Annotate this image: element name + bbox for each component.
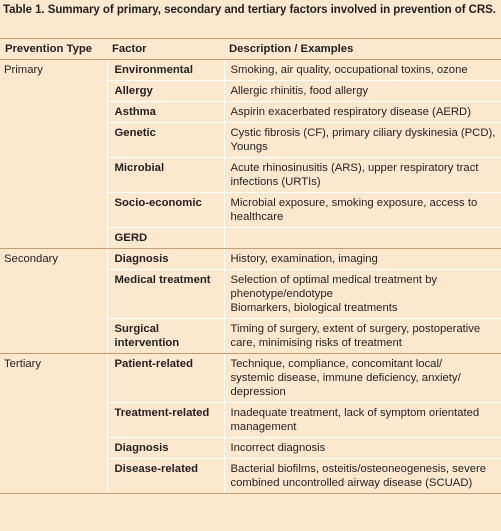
description-line: Bacterial biofilms, osteitis/osteoneogenesis, severe: [230, 463, 487, 475]
description-line: Youngs: [230, 141, 268, 153]
factor-cell: Patient-related: [107, 354, 224, 403]
description-line: combined uncontrolled airway disease (SCUAD): [230, 477, 473, 489]
description-line: phenotype/endotype: [230, 288, 333, 300]
table-caption: Table 1. Summary of primary, secondary and tertiary factors involved in prevention of CRS.: [3, 4, 496, 16]
table-row: [0, 354, 501, 403]
factor-cell: Diagnosis: [107, 249, 224, 270]
description-line: Selection of optimal medical treatment by: [230, 274, 438, 286]
factor-cell: Medical treatment: [107, 270, 224, 319]
table-header-row: [0, 39, 501, 60]
description-line: Technique, compliance, concomitant local/: [230, 358, 443, 370]
table-body: [0, 60, 501, 494]
description-line: Timing of surgery, extent of surgery, postoperative: [230, 323, 481, 335]
description-line: care, minimising risks of treatment: [230, 337, 402, 349]
factor-cell: GERD: [107, 228, 224, 249]
table-row: [0, 60, 501, 81]
description-cell: [224, 228, 501, 249]
description-line: Microbial exposure, smoking exposure, access to: [230, 197, 478, 209]
description-cell: [224, 60, 501, 81]
factor-cell: Microbial: [107, 158, 224, 193]
table-row: [0, 249, 501, 270]
description-line: systemic disease, immune deficiency, anxiety/: [230, 372, 461, 384]
factor-cell: Disease-related: [107, 459, 224, 494]
description-line: Acute rhinosinusitis (ARS), upper respiratory tract: [230, 162, 479, 174]
description-cell: [224, 102, 501, 123]
prevention-type-cell: Primary: [0, 60, 107, 249]
factor-cell: Treatment-related: [107, 403, 224, 438]
prevention-factors-table: [0, 38, 501, 494]
description-cell: [224, 354, 501, 403]
description-line: Inadequate treatment, lack of symptom orientated: [230, 407, 480, 419]
description-cell: [224, 319, 501, 354]
factor-line: intervention: [114, 337, 180, 349]
factor-cell: Allergy: [107, 81, 224, 102]
factor-line: Surgical: [114, 323, 160, 335]
header-description: Description / Examples: [224, 39, 501, 60]
header-prevention-type: Prevention Type: [0, 39, 107, 60]
description-cell: [224, 270, 501, 319]
description-line: Allergic rhinitis, food allergy: [230, 85, 369, 97]
description-line: Incorrect diagnosis: [230, 442, 326, 454]
factor-cell: Socio-economic: [107, 193, 224, 228]
description-cell: [224, 459, 501, 494]
description-cell: [224, 438, 501, 459]
description-cell: [224, 403, 501, 438]
description-cell: [224, 249, 501, 270]
description-line: healthcare: [230, 211, 284, 223]
factor-cell: [107, 319, 224, 354]
description-cell: [224, 81, 501, 102]
description-line: Smoking, air quality, occupational toxins, ozone: [230, 64, 468, 76]
description-line: History, examination, imaging: [230, 253, 378, 265]
description-line: Cystic fibrosis (CF), primary ciliary dyskinesia (PCD),: [230, 127, 496, 139]
description-cell: [224, 193, 501, 228]
factor-cell: Asthma: [107, 102, 224, 123]
description-line: infections (URTIs): [230, 176, 321, 188]
description-line: Biomarkers, biological treatments: [230, 302, 398, 314]
description-line: depression: [230, 386, 286, 398]
prevention-type-cell: Secondary: [0, 249, 107, 354]
factor-cell: Environmental: [107, 60, 224, 81]
description-cell: [224, 123, 501, 158]
factor-cell: Genetic: [107, 123, 224, 158]
prevention-type-cell: Tertiary: [0, 354, 107, 494]
header-factor: Factor: [107, 39, 224, 60]
description-cell: [224, 158, 501, 193]
factor-cell: Diagnosis: [107, 438, 224, 459]
description-line: Aspirin exacerbated respiratory disease (AERD): [230, 106, 471, 118]
description-line: management: [230, 421, 297, 433]
